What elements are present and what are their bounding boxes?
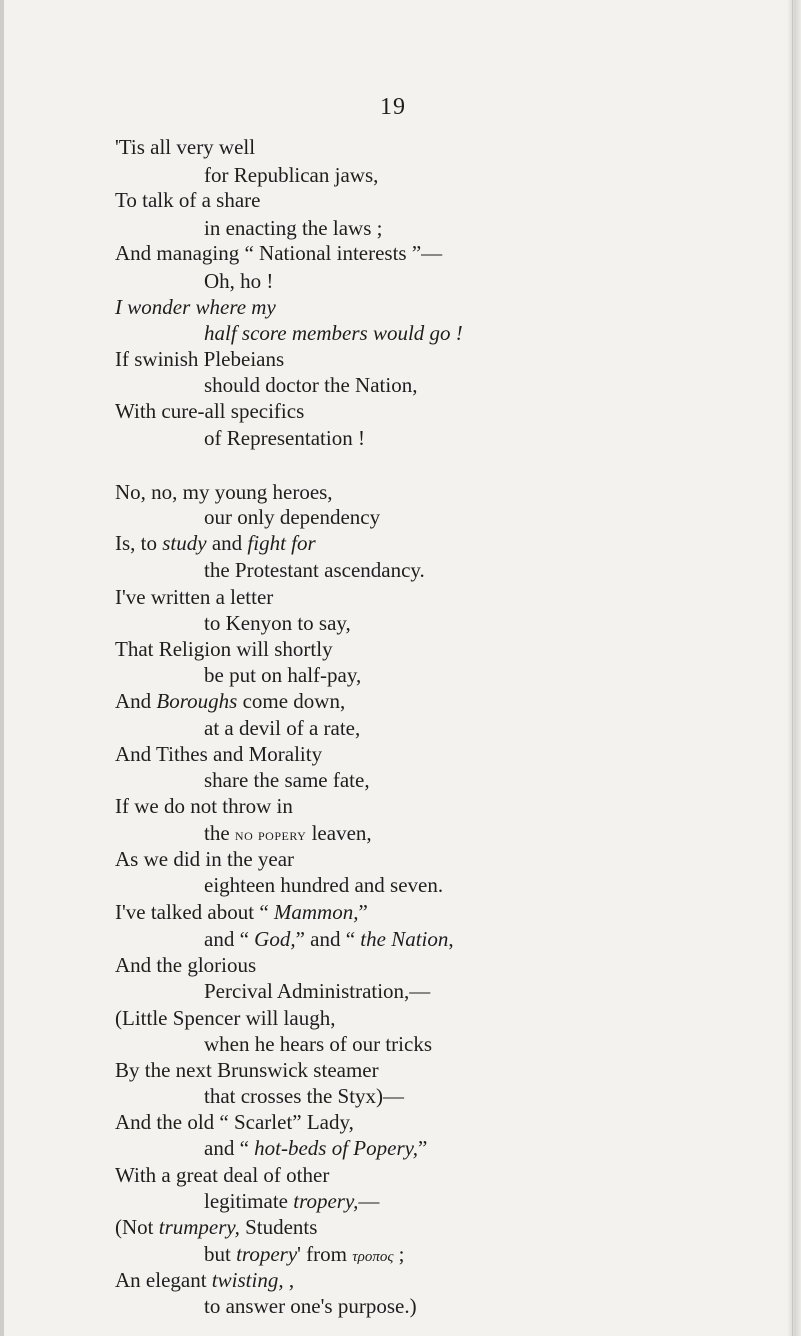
poem-line (115, 1165, 329, 1186)
line-text: to Kenyon to say, (204, 611, 351, 635)
poem-line (115, 137, 255, 158)
poem-line (204, 1296, 417, 1317)
poem-line (115, 796, 293, 817)
line-text: That Religion will shortly (115, 637, 333, 661)
italic-text: fight for (247, 531, 316, 555)
line-text: And (115, 689, 157, 713)
poem-line (115, 691, 345, 712)
poem-line (204, 507, 380, 528)
italic-text: God, (254, 927, 296, 951)
page-right-edge (787, 0, 801, 1336)
line-text: and “ (204, 1136, 255, 1160)
poem-line (115, 349, 284, 370)
poem-line (115, 902, 368, 923)
poem-line (204, 823, 372, 844)
poem-line (204, 929, 454, 950)
line-text: share the same fate, (204, 768, 370, 792)
line-text: 'Tis all very well (115, 135, 256, 159)
line-text: come down, (237, 689, 346, 713)
italic-text: the Nation (360, 927, 449, 951)
line-text: And Tithes and Morality (115, 742, 323, 766)
line-text: ” (418, 1136, 428, 1160)
italic-text: I wonder where my (115, 295, 276, 319)
line-text: for Republican jaws, (204, 163, 379, 187)
poem-line (115, 955, 256, 976)
italic-text: study (162, 531, 207, 555)
line-text: ' from (297, 1242, 353, 1266)
line-text: I've talked about “ (115, 900, 274, 924)
poem-line (204, 271, 273, 292)
poem-line (115, 1112, 354, 1133)
poem-line (115, 1008, 335, 1029)
line-text: at a devil of a rate, (204, 716, 361, 740)
poem-line (204, 323, 463, 344)
line-text: Oh, ho ! (204, 269, 274, 293)
poem-line (115, 1270, 294, 1291)
line-text: (Not (115, 1215, 159, 1239)
italic-text: trumpery, (158, 1215, 240, 1239)
line-text: (Little Spencer will laugh, (115, 1006, 336, 1030)
italic-text: Mammon, (273, 900, 359, 924)
line-text: With a great deal of other (115, 1163, 330, 1187)
line-text: If swinish Plebeians (115, 347, 285, 371)
line-text: And the old “ Scarlet” Lady, (115, 1110, 354, 1134)
poem-line (115, 533, 316, 554)
poem-line (204, 770, 370, 791)
poem-line (115, 639, 333, 660)
poem-line (115, 190, 260, 211)
italic-text: tropery, (293, 1189, 359, 1213)
line-text: when he hears of our tricks (204, 1032, 433, 1056)
poem-line (204, 718, 360, 739)
line-text: the Protestant ascendancy. (204, 558, 425, 582)
line-text: in enacting the laws ; (204, 216, 383, 240)
poem-line (204, 165, 378, 186)
poem-line (204, 1138, 427, 1159)
poem-line (204, 665, 361, 686)
line-text: ” and “ (295, 927, 361, 951)
poem-line (204, 375, 417, 396)
line-text: And managing “ National interests ”— (115, 241, 443, 265)
line-text: By the next Brunswick steamer (115, 1058, 379, 1082)
poem-line (204, 1034, 432, 1055)
line-text: ; (393, 1242, 405, 1266)
page-left-edge (0, 0, 4, 1336)
line-text: eighteen hundred and seven. (204, 873, 444, 897)
line-text: I've written a letter (115, 585, 274, 609)
greek-text: τρoπoς (352, 1249, 394, 1265)
line-text: the (204, 821, 235, 845)
poem-line (115, 401, 304, 422)
poem-line (204, 218, 382, 239)
poem-line (204, 981, 430, 1002)
poem-line (115, 849, 294, 870)
line-text: to answer one's purpose.) (204, 1294, 417, 1318)
poem-line (204, 875, 443, 896)
page-edge-rule (792, 0, 793, 1336)
line-text: — (358, 1189, 380, 1213)
italic-text: twisting, (211, 1268, 284, 1292)
line-text: and “ (204, 927, 255, 951)
line-text: ” (358, 900, 368, 924)
small-caps-text: no popery (234, 825, 307, 844)
line-text: An elegant (115, 1268, 212, 1292)
line-text: No, no, my young heroes, (115, 480, 333, 504)
poem-line (115, 587, 273, 608)
poem-line (204, 1191, 379, 1212)
poem-line (204, 560, 425, 581)
italic-text: tropery (236, 1242, 298, 1266)
poem-line (204, 1086, 404, 1107)
line-text: leaven, (306, 821, 372, 845)
line-text: To talk of a share (115, 188, 261, 212)
poem-line (115, 297, 276, 318)
line-text: And the glorious (115, 953, 257, 977)
line-text: With cure-all specifics (115, 399, 305, 423)
poem-line (115, 243, 442, 264)
line-text: that crosses the Styx)— (204, 1084, 405, 1108)
line-text: Is, to (115, 531, 163, 555)
poem-line (204, 613, 351, 634)
line-text: , (283, 1268, 295, 1292)
line-text: legitimate (204, 1189, 294, 1213)
line-text: , (448, 927, 454, 951)
poem-line (115, 744, 322, 765)
poem-line (115, 482, 333, 503)
line-text: Students (239, 1215, 318, 1239)
line-text: If we do not throw in (115, 794, 293, 818)
poem-line (115, 1060, 379, 1081)
line-text: but (204, 1242, 237, 1266)
line-text: Percival Administration,— (204, 979, 431, 1003)
poem-line (115, 1217, 317, 1238)
line-text: be put on half-pay, (204, 663, 362, 687)
italic-text: Boroughs (156, 689, 238, 713)
line-text: As we did in the year (115, 847, 295, 871)
line-text: our only dependency (204, 505, 381, 529)
poem-line (204, 428, 365, 449)
italic-text: half score members would go ! (204, 321, 463, 345)
poem-line (204, 1244, 405, 1265)
page-number: 19 (380, 94, 406, 120)
italic-text: hot-beds of Popery, (254, 1136, 419, 1160)
line-text: should doctor the Nation, (204, 373, 418, 397)
line-text: and (206, 531, 248, 555)
line-text: of Representation ! (204, 426, 365, 450)
